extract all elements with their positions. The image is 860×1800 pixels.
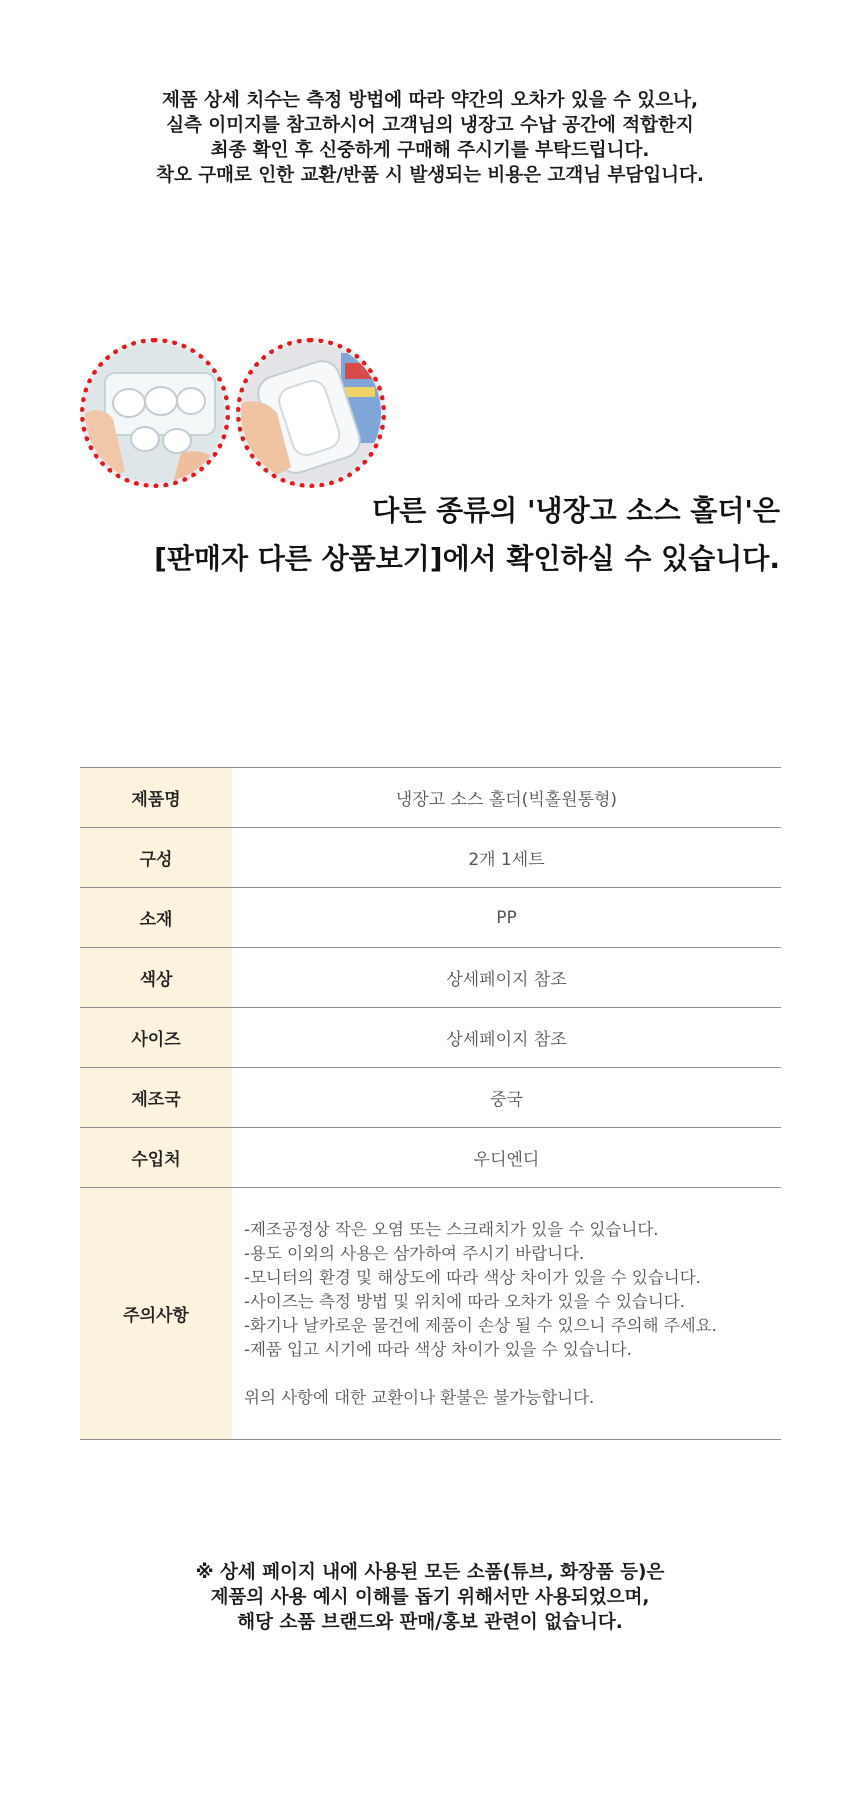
- props-disclaimer: [0, 1560, 860, 1635]
- spec-row-caution: [80, 1188, 781, 1440]
- caution-item: -용도 이외의 사용은 삼가하여 주시기 바랍니다.: [244, 1243, 585, 1263]
- spec-row-color: [80, 948, 781, 1008]
- spec-value: 2개 1세트: [232, 828, 781, 888]
- product-photo-holder-front: [85, 343, 225, 483]
- other-products-line-2: [판매자 다른 상품보기]에서 확인하실 수 있습니다.: [154, 542, 780, 575]
- spec-row-product-name: [80, 768, 781, 828]
- props-disclaimer-line: ※ 상세 페이지 내에 사용된 모든 소품(튜브, 화장품 등)은: [195, 1562, 665, 1583]
- props-disclaimer-line: 해당 소품 브랜드와 판매/홍보 관련이 없습니다.: [237, 1612, 623, 1633]
- spec-value: PP: [232, 888, 781, 948]
- dimension-notice: [0, 88, 860, 188]
- spec-value: 냉장고 소스 홀더(빅홀원통형): [232, 768, 781, 828]
- spec-value: 우디엔디: [232, 1128, 781, 1188]
- caution-item: -제조공정상 작은 오염 또는 스크래치가 있을 수 있습니다.: [244, 1219, 659, 1239]
- spec-label: 색상: [80, 948, 232, 1008]
- spec-label: 제조국: [80, 1068, 232, 1128]
- other-products-message: [154, 487, 780, 583]
- dimension-notice-line: 제품 상세 치수는 측정 방법에 따라 약간의 오차가 있을 수 있으나,: [161, 90, 699, 111]
- caution-spacer: [244, 1362, 781, 1386]
- spec-value: 상세페이지 참조: [232, 1008, 781, 1068]
- caution-item: -화기나 날카로운 물건에 제품이 손상 될 수 있으니 주의해 주세요.: [244, 1315, 717, 1335]
- dimension-notice-line: 착오 구매로 인한 교환/반품 시 발생되는 비용은 고객님 부담입니다.: [156, 165, 704, 186]
- spec-label: 수입처: [80, 1128, 232, 1188]
- spec-label: 구성: [80, 828, 232, 888]
- spec-row-composition: [80, 828, 781, 888]
- dimension-notice-line: 실측 이미지를 참고하시어 고객님의 냉장고 수납 공간에 적합한지: [166, 115, 694, 136]
- spec-value: 상세페이지 참조: [232, 948, 781, 1008]
- caution-list: [232, 1188, 781, 1440]
- spec-label: 소재: [80, 888, 232, 948]
- caution-item: -제품 입고 시기에 따라 색상 차이가 있을 수 있습니다.: [244, 1339, 632, 1359]
- spec-row-importer: [80, 1128, 781, 1188]
- spec-label: 사이즈: [80, 1008, 232, 1068]
- props-disclaimer-line: 제품의 사용 예시 이해를 돕기 위해서만 사용되었으며,: [210, 1587, 650, 1608]
- caution-item: -사이즈는 측정 방법 및 위치에 따라 오차가 있을 수 있습니다.: [244, 1291, 685, 1311]
- product-thumbnail-holder-front: [80, 338, 230, 488]
- caution-footer: 위의 사항에 대한 교환이나 환불은 불가능합니다.: [244, 1387, 595, 1407]
- dimension-notice-line: 최종 확인 후 신중하게 구매해 주시기를 부탁드립니다.: [210, 140, 650, 161]
- spec-row-origin: [80, 1068, 781, 1128]
- spec-row-size: [80, 1008, 781, 1068]
- product-spec-table: [80, 767, 781, 1440]
- product-thumbnail-holder-side: [236, 338, 386, 488]
- other-products-line-1: 다른 종류의 '냉장고 소스 홀더'은: [372, 494, 780, 527]
- spec-label: 제품명: [80, 768, 232, 828]
- caution-item: -모니터의 환경 및 해상도에 따라 색상 차이가 있을 수 있습니다.: [244, 1267, 701, 1287]
- spec-value: 중국: [232, 1068, 781, 1128]
- spec-row-material: [80, 888, 781, 948]
- spec-label: 주의사항: [80, 1188, 232, 1440]
- product-photo-holder-side: [241, 343, 381, 483]
